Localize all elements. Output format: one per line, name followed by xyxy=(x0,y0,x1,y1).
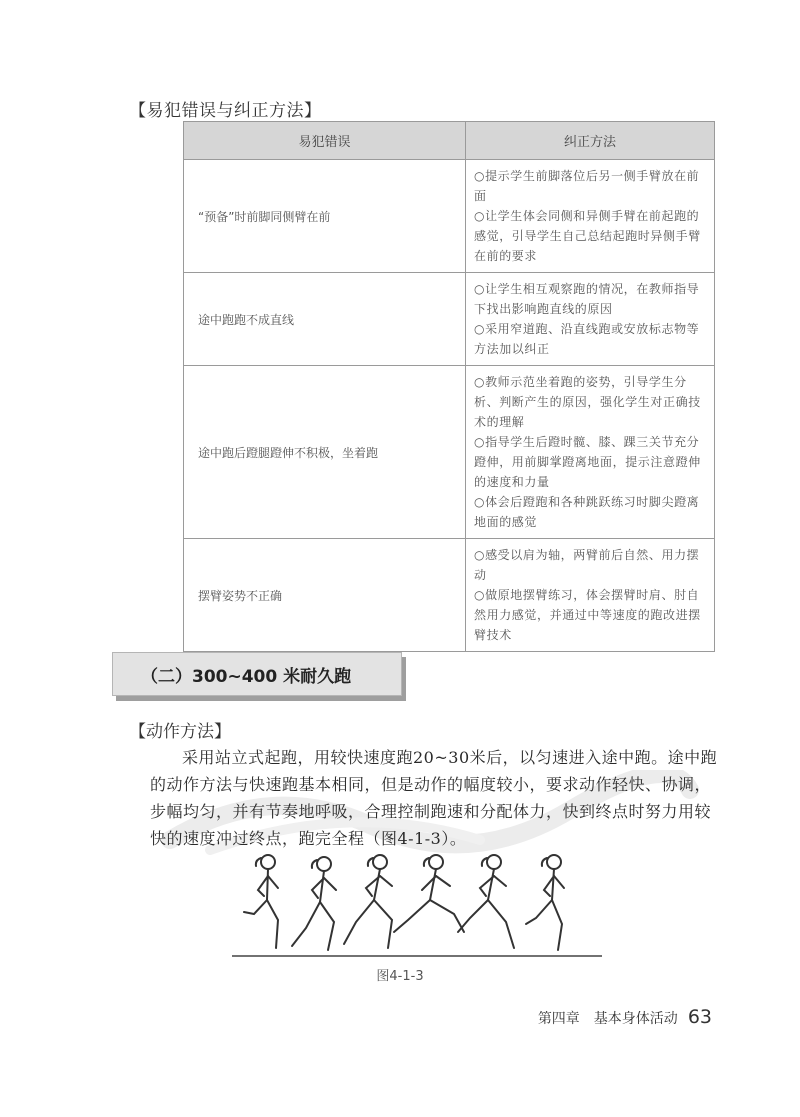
fix-cell xyxy=(466,273,715,366)
fix-item: ○让学生体会同侧和异侧手臂在前起跑的感觉，引导学生自己总结起跑时异侧手臂在前的要求 xyxy=(474,209,701,263)
fix-cell xyxy=(466,539,715,652)
fix-item: ○指导学生后蹬时髋、膝、踝三关节充分蹬伸，用前脚掌蹬离地面，提示注意蹬伸的速度和力量 xyxy=(474,435,701,489)
page-number: 63 xyxy=(687,1006,712,1028)
error-cell: “预备”时前脚同侧臂在前 xyxy=(184,160,466,273)
fix-item: ○让学生相互观察跑的情况，在教师指导下找出影响跑直线的原因 xyxy=(474,282,700,316)
fix-item: ○采用窄道跑、沿直线跑或安放标志物等方法加以纠正 xyxy=(474,322,700,356)
fix-cell xyxy=(466,160,715,273)
runner-figure xyxy=(344,855,392,948)
table-row xyxy=(184,273,715,366)
table-row xyxy=(184,160,715,273)
header-fix: 纠正方法 xyxy=(466,122,715,160)
section-banner xyxy=(112,652,402,696)
fix-item: ○做原地摆臂练习，体会摆臂时肩、肘自然用力感觉，并通过中等速度的跑改进摆臂技术 xyxy=(474,588,701,642)
error-cell: 途中跑后蹬腿蹬伸不积极，坐着跑 xyxy=(184,366,466,539)
table-header-row xyxy=(184,122,715,160)
runner-figure xyxy=(394,855,464,932)
method-paragraph: 采用站立式起跑，用较快速度跑20~30米后，以匀速进入途中跑。途中跑的动作方法与快速跑基本相同，但是动作的幅度较小，要求动作轻快、协调，步幅均匀，并有节奏地呼吸，合理控制跑速和分配体力，快到终点时努力用较快的速度冲过终点，跑完全程（图4-1-3）。 xyxy=(150,748,718,848)
runner-figure xyxy=(292,857,336,950)
errors-section-heading: 【易犯错误与纠正方法】 xyxy=(129,101,322,121)
figure-caption: 图4-1-3 xyxy=(376,969,424,984)
method-heading: 【动作方法】 xyxy=(129,722,231,742)
error-cell: 途中跑跑不成直线 xyxy=(184,273,466,366)
error-cell: 摆臂姿势不正确 xyxy=(184,539,466,652)
runner-figure xyxy=(244,855,278,948)
table-row xyxy=(184,539,715,652)
fix-item: ○教师示范坐着跑的姿势，引导学生分析、判断产生的原因，强化学生对正确技术的理解 xyxy=(474,375,701,429)
runners-illustration xyxy=(232,848,602,960)
fix-item: ○提示学生前脚落位后另一侧手臂放在前面 xyxy=(474,169,700,203)
fix-item: ○感受以肩为轴，两臂前后自然、用力摆动 xyxy=(474,548,700,582)
runner-figure xyxy=(458,855,514,948)
table-row xyxy=(184,366,715,539)
chapter-label: 第四章 基本身体活动 xyxy=(537,1011,678,1027)
header-error: 易犯错误 xyxy=(184,122,466,160)
section-banner-label: （二）300~400 米耐久跑 xyxy=(141,667,352,687)
errors-table xyxy=(183,121,715,652)
runner-figure xyxy=(526,855,564,950)
fix-item: ○体会后蹬跑和各种跳跃练习时脚尖蹬离地面的感觉 xyxy=(474,495,700,529)
page-footer xyxy=(538,1006,712,1028)
fix-cell xyxy=(466,366,715,539)
